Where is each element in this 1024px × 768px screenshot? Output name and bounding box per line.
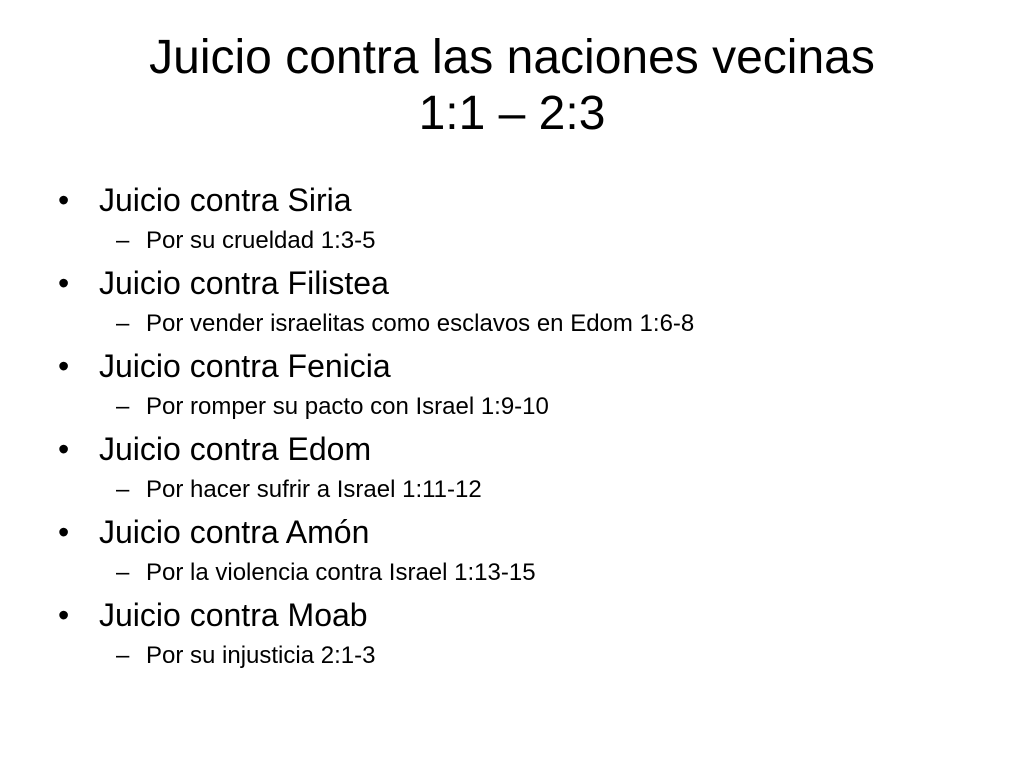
sub-bullet-item-filistea <box>0 304 1024 346</box>
title-line-1: Juicio contra las naciones vecinas <box>149 31 875 84</box>
slide-title <box>0 30 1024 142</box>
bullet-icon: • <box>58 348 70 384</box>
bullet-icon: • <box>58 597 70 633</box>
dash-icon: – <box>116 310 130 337</box>
bullet-icon: • <box>58 265 70 301</box>
bullet-label: Juicio contra Edom <box>99 431 372 467</box>
sub-bullet-label: Por su injusticia 2:1-3 <box>146 642 376 669</box>
sub-bullet-item-fenicia <box>0 387 1024 429</box>
dash-icon: – <box>116 476 130 503</box>
sub-bullet-label: Por vender israelitas como esclavos en Edom 1:6-8 <box>146 310 695 337</box>
bullet-icon: • <box>58 182 70 218</box>
sub-bullet-label: Por su crueldad 1:3-5 <box>146 227 376 254</box>
dash-icon: – <box>116 559 130 586</box>
sub-bullet-item-siria <box>0 221 1024 263</box>
bullet-item-fenicia <box>0 346 1024 387</box>
bullet-item-siria <box>0 180 1024 221</box>
dash-icon: – <box>116 227 130 254</box>
dash-icon: – <box>116 393 130 420</box>
sub-bullet-label: Por hacer sufrir a Israel 1:11-12 <box>146 476 482 503</box>
bullet-icon: • <box>58 514 70 550</box>
bullet-label: Juicio contra Amón <box>99 514 370 550</box>
sub-bullet-item-edom <box>0 470 1024 512</box>
bullet-label: Juicio contra Siria <box>99 182 352 218</box>
bullet-list <box>0 180 1024 678</box>
sub-bullet-item-moab <box>0 636 1024 678</box>
dash-icon: – <box>116 642 130 669</box>
bullet-icon: • <box>58 431 70 467</box>
title-line-2: 1:1 – 2:3 <box>418 87 606 140</box>
sub-bullet-item-amon <box>0 553 1024 595</box>
bullet-label: Juicio contra Fenicia <box>99 348 391 384</box>
sub-bullet-label: Por romper su pacto con Israel 1:9-10 <box>146 393 549 420</box>
bullet-label: Juicio contra Filistea <box>99 265 389 301</box>
bullet-item-edom <box>0 429 1024 470</box>
bullet-item-amon <box>0 512 1024 553</box>
bullet-label: Juicio contra Moab <box>99 597 368 633</box>
bullet-item-filistea <box>0 263 1024 304</box>
sub-bullet-label: Por la violencia contra Israel 1:13-15 <box>146 559 536 586</box>
bullet-item-moab <box>0 595 1024 636</box>
